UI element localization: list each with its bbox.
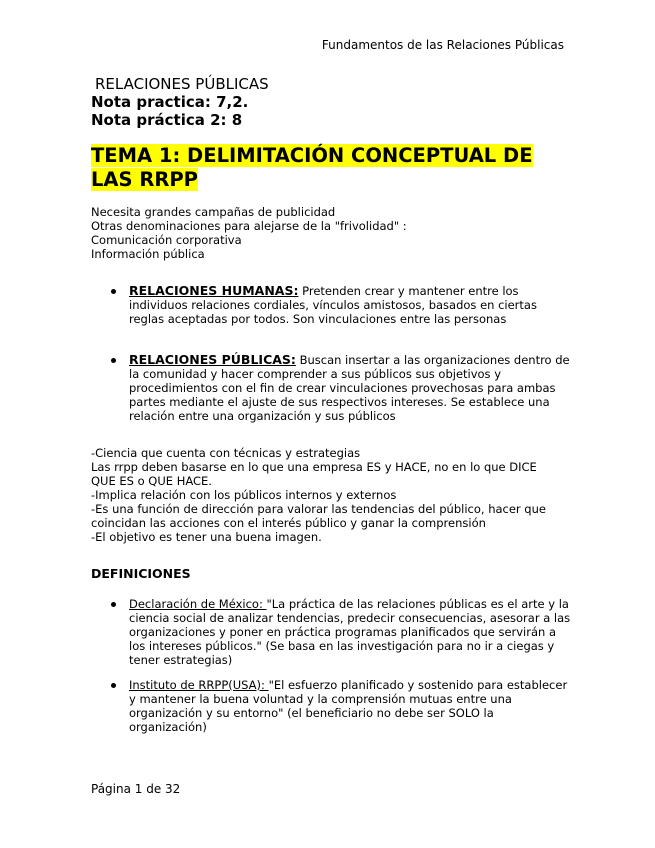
intro-line: Información pública <box>91 247 205 261</box>
bullet-list-relaciones-humanas <box>91 284 571 326</box>
definition-item <box>91 678 571 734</box>
facts-line: coincidan las acciones con el interés público y ganar la comprensión <box>91 516 486 530</box>
bullet-item <box>91 284 571 326</box>
definition-item <box>91 597 571 667</box>
tema-heading-line2: LAS RRPP <box>91 168 198 191</box>
definition-list-instituto <box>91 678 571 734</box>
bullet-dot-icon <box>111 358 116 363</box>
document-title: RELACIONES PÚBLICAS <box>95 75 269 93</box>
facts-paragraph <box>91 446 571 544</box>
facts-line: QUE ES o QUE HACE. <box>91 474 212 488</box>
bullet-list-relaciones-publicas <box>91 353 571 423</box>
definition-text: "El esfuerzo planificado y sostenido para establecer y mantener la buena voluntad y la comprensión mutuas entre una organización y su entorno" (el beneficiario no debe ser SOLO la organización) <box>129 678 568 734</box>
nota-practica-2: Nota práctica 2: 8 <box>91 111 243 129</box>
definition-list-mexico <box>91 597 571 667</box>
intro-line: Comunicación corporativa <box>91 233 242 247</box>
bullet-dot-icon <box>111 602 116 607</box>
tema-heading <box>91 144 571 192</box>
facts-line: -El objetivo es tener una buena imagen. <box>91 530 322 544</box>
title-block <box>91 76 571 129</box>
facts-line: -Es una función de dirección para valorar las tendencias del público, hacer que <box>91 502 546 516</box>
bullet-dot-icon <box>111 683 116 688</box>
definition-source: Instituto de RRPP(USA): <box>129 678 269 692</box>
tema-heading-line1: TEMA 1: DELIMITACIÓN CONCEPTUAL DE <box>91 144 533 167</box>
nota-practica-1: Nota practica: 7,2. <box>91 93 249 111</box>
intro-paragraph <box>91 205 571 261</box>
bullet-dot-icon <box>111 289 116 294</box>
bullet-text: Buscan insertar a las organizaciones dentro de la comunidad y hacer comprender a sus públicos sus objetivos y procedimientos con el fin de crear vinculaciones provechosas para ambas partes mediante el ajuste de sus respectivos intereses. Se establece una relación entre una organización y sus públicos <box>129 353 570 423</box>
page-number-footer: Página 1 de 32 <box>91 782 181 796</box>
definition-text: "La práctica de las relaciones públicas es el arte y la ciencia social de analizar tendencias, predecir consecuencias, asesorar a las organizaciones y poner en práctica programas planificados que servirán a los intereses públicos." (Se basa en las investigación para no ir a ciegas y tener estrategias) <box>129 597 571 667</box>
facts-line: -Ciencia que cuenta con técnicas y estrategias <box>91 446 361 460</box>
bullet-term: RELACIONES PÚBLICAS: <box>129 352 296 367</box>
bullet-text: Pretenden crear y mantener entre los individuos relaciones cordiales, vínculos amistosos, basados en ciertas reglas aceptadas por todos. Son vinculaciones entre las personas <box>129 284 537 326</box>
definition-source: Declaración de México: <box>129 597 267 611</box>
bullet-item <box>91 353 571 423</box>
intro-line: Otras denominaciones para alejarse de la "frivolidad" : <box>91 219 407 233</box>
facts-line: Las rrpp deben basarse en lo que una empresa ES y HACE, no en lo que DICE <box>91 460 537 474</box>
running-header: Fundamentos de las Relaciones Públicas <box>321 38 564 52</box>
definitions-heading: DEFINICIONES <box>91 566 191 581</box>
bullet-term: RELACIONES HUMANAS: <box>129 283 299 298</box>
facts-line: -Implica relación con los públicos internos y externos <box>91 488 397 502</box>
intro-line: Necesita grandes campañas de publicidad <box>91 205 336 219</box>
